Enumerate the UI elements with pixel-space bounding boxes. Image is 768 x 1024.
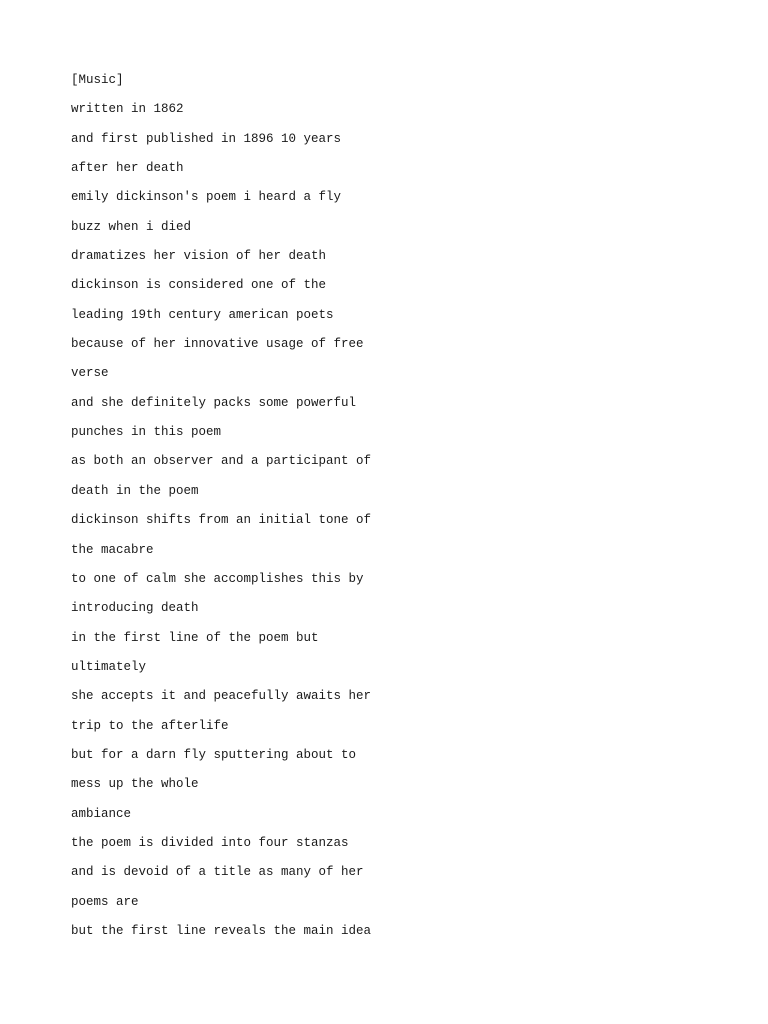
transcript-line: dickinson shifts from an initial tone of bbox=[71, 513, 372, 528]
transcript-line: ambiance bbox=[71, 806, 132, 821]
transcript-line: in the first line of the poem but bbox=[71, 630, 319, 645]
transcript-line: as both an observer and a participant of bbox=[71, 454, 372, 469]
transcript-line: to one of calm she accomplishes this by bbox=[71, 571, 364, 586]
transcript-line: dickinson is considered one of the bbox=[71, 278, 327, 293]
transcript-line: dramatizes her vision of her death bbox=[71, 249, 327, 264]
transcript-line: and first published in 1896 10 years bbox=[71, 131, 342, 146]
transcript-line: but for a darn fly sputtering about to bbox=[71, 747, 357, 762]
transcript-line: the macabre bbox=[71, 542, 154, 557]
transcript-line: because of her innovative usage of free bbox=[71, 337, 364, 352]
transcript-line: emily dickinson's poem i heard a fly bbox=[71, 190, 342, 205]
transcript-line: punches in this poem bbox=[71, 425, 222, 440]
transcript-line: but the first line reveals the main idea bbox=[71, 923, 372, 938]
transcript-text bbox=[71, 66, 371, 946]
transcript-line: verse bbox=[71, 366, 109, 381]
transcript-line: poems are bbox=[71, 894, 139, 909]
transcript-line: trip to the afterlife bbox=[71, 718, 229, 733]
transcript-line: leading 19th century american poets bbox=[71, 307, 334, 322]
transcript-line: the poem is divided into four stanzas bbox=[71, 835, 349, 850]
transcript-line: and she definitely packs some powerful bbox=[71, 395, 357, 410]
transcript-line: ultimately bbox=[71, 659, 147, 674]
transcript-line: after her death bbox=[71, 161, 184, 176]
transcript-line: buzz when i died bbox=[71, 219, 192, 234]
transcript-line: and is devoid of a title as many of her bbox=[71, 865, 364, 880]
transcript-line: mess up the whole bbox=[71, 777, 199, 792]
transcript-line: introducing death bbox=[71, 601, 199, 616]
transcript-line: written in 1862 bbox=[71, 102, 184, 117]
transcript-line: death in the poem bbox=[71, 483, 199, 498]
transcript-line: [Music] bbox=[71, 73, 124, 87]
transcript-line: she accepts it and peacefully awaits her bbox=[71, 689, 372, 704]
